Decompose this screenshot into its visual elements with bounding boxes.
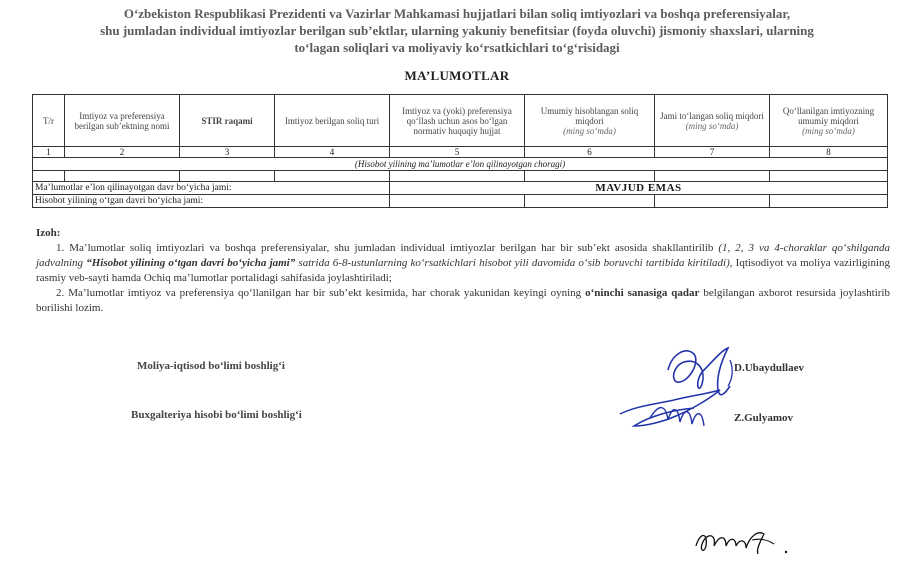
col-number: 5 — [390, 147, 525, 158]
note-2: 2. Ma’lumotlar imtiyoz va preferensiya qo‘llanilgan har bir sub’ekt kesimida, har chorak yakunidan keyingi oyning o‘ninchi sanasiga qadar belgilangan axborot resursida joylashtirib borilishi lozim. — [36, 287, 890, 314]
col-header-stir: STIR raqami — [180, 95, 275, 147]
column-number-row — [33, 147, 888, 158]
empty-cell — [770, 171, 888, 182]
empty-cell — [770, 195, 888, 208]
col-header-benefit-amount: Qo‘llanilgan imtiyozning umumiy miqdori (ming so‘mda) — [770, 95, 888, 147]
title-line-3: to‘lagan soliqlari va moliyaviy ko‘rsatkichlari to‘g‘risidagi — [294, 40, 620, 55]
col-number: 3 — [180, 147, 275, 158]
total-past-label: Hisobot yilining o‘tgan davri bo‘yicha jami: — [33, 195, 390, 208]
col-header-legal-act: Imtiyoz va (yoki) preferensiya qo‘llash uchun asos bo‘lgan normativ huquqiy hujjat — [390, 95, 525, 147]
table-header-row — [33, 95, 888, 147]
col-number: 1 — [33, 147, 65, 158]
col-number: 7 — [655, 147, 770, 158]
quarter-caption: (Hisobot yilining ma’lumotlar e’lon qilinayotgan choragi) — [33, 158, 888, 171]
title-line-2: shu jumladan individual imtiyozlar berilgan sub’ektlar, ularning yakuniy benefitsiar (foyda oluvchi) jismoniy shaxslari, ularning — [100, 23, 814, 38]
total-past-row — [33, 195, 888, 208]
notes-label: Izoh: — [36, 227, 61, 239]
col-header-calculated-tax: Umumiy hisoblangan soliq miqdori (ming so‘mda) — [525, 95, 655, 147]
col-header-name: Imtiyoz va preferensiya berilgan sub’ektning nomi — [65, 95, 180, 147]
empty-cell — [180, 171, 275, 182]
col-header-paid-tax: Jami to‘langan soliq miqdori (ming so‘mda) — [655, 95, 770, 147]
empty-cell — [655, 195, 770, 208]
total-current-value: MAVJUD EMAS — [390, 182, 888, 195]
title-line-1: O‘zbekiston Respublikasi Prezidenti va Vazirlar Mahkamasi hujjatlari bilan soliq imtiyozlari va boshqa preferensiyalar, — [123, 6, 791, 21]
col-number: 4 — [275, 147, 390, 158]
quarter-caption-row — [33, 158, 888, 171]
document-heading: MA’LUMOTLAR — [404, 68, 510, 83]
signature-stroke — [728, 360, 732, 386]
total-current-label: Ma’lumotlar e’lon qilinayotgan davr bo‘yicha jami: — [33, 182, 390, 195]
signatory-title-2: Buxgalteriya hisobi bo‘limi boshlig‘i — [131, 409, 302, 421]
empty-cell — [525, 171, 655, 182]
empty-cell — [33, 171, 65, 182]
empty-cell — [390, 195, 525, 208]
empty-row — [33, 171, 888, 182]
note-1: 1. Ma’lumotlar soliq imtiyozlari va boshqa preferensiyalar, shu jumladan individual imtiyozlar berilgan har bir sub’ekt asosida shakllantirilib (1, 2, 3 va 4-choraklar qo‘shilganda jadvalning “Hisobot yilining o‘tgan davri bo‘yicha jami” satrida 6-8-ustunlarning ko‘rsatkichlari hisobot yili davomida o‘sib boruvchi tartibida kiritiladi), Iqtisodiyot va moliya vazirligining rasmiy veb-sayti hamda Ochiq ma’lumotlar portalidagi sahifasida joylashtiriladi; — [36, 242, 891, 284]
col-header-tr: T/r — [33, 95, 65, 147]
signature-dot — [785, 551, 787, 553]
col-number: 6 — [525, 147, 655, 158]
empty-cell — [275, 171, 390, 182]
signature-stroke — [668, 348, 730, 395]
empty-cell — [655, 171, 770, 182]
signatory-name-1: D.Ubaydullaev — [734, 362, 804, 374]
col-number: 2 — [65, 147, 180, 158]
empty-cell — [525, 195, 655, 208]
total-current-row — [33, 182, 888, 195]
handwritten-signature-2 — [690, 520, 800, 560]
signature-stroke — [650, 408, 704, 426]
signatory-name-2: Z.Gulyamov — [734, 412, 793, 424]
empty-cell — [65, 171, 180, 182]
empty-cell — [390, 171, 525, 182]
data-table — [32, 94, 888, 208]
signature-stroke — [696, 533, 764, 554]
notes-section — [36, 226, 890, 316]
signature-stroke — [752, 539, 774, 544]
signature-stroke — [620, 390, 720, 426]
handwritten-signature-1 — [610, 330, 750, 440]
col-header-tax-type: Imtiyoz berilgan soliq turi — [275, 95, 390, 147]
signatory-title-1: Moliya-iqtisod bo‘limi boshlig‘i — [137, 360, 285, 372]
col-number: 8 — [770, 147, 888, 158]
document-title — [0, 5, 914, 56]
